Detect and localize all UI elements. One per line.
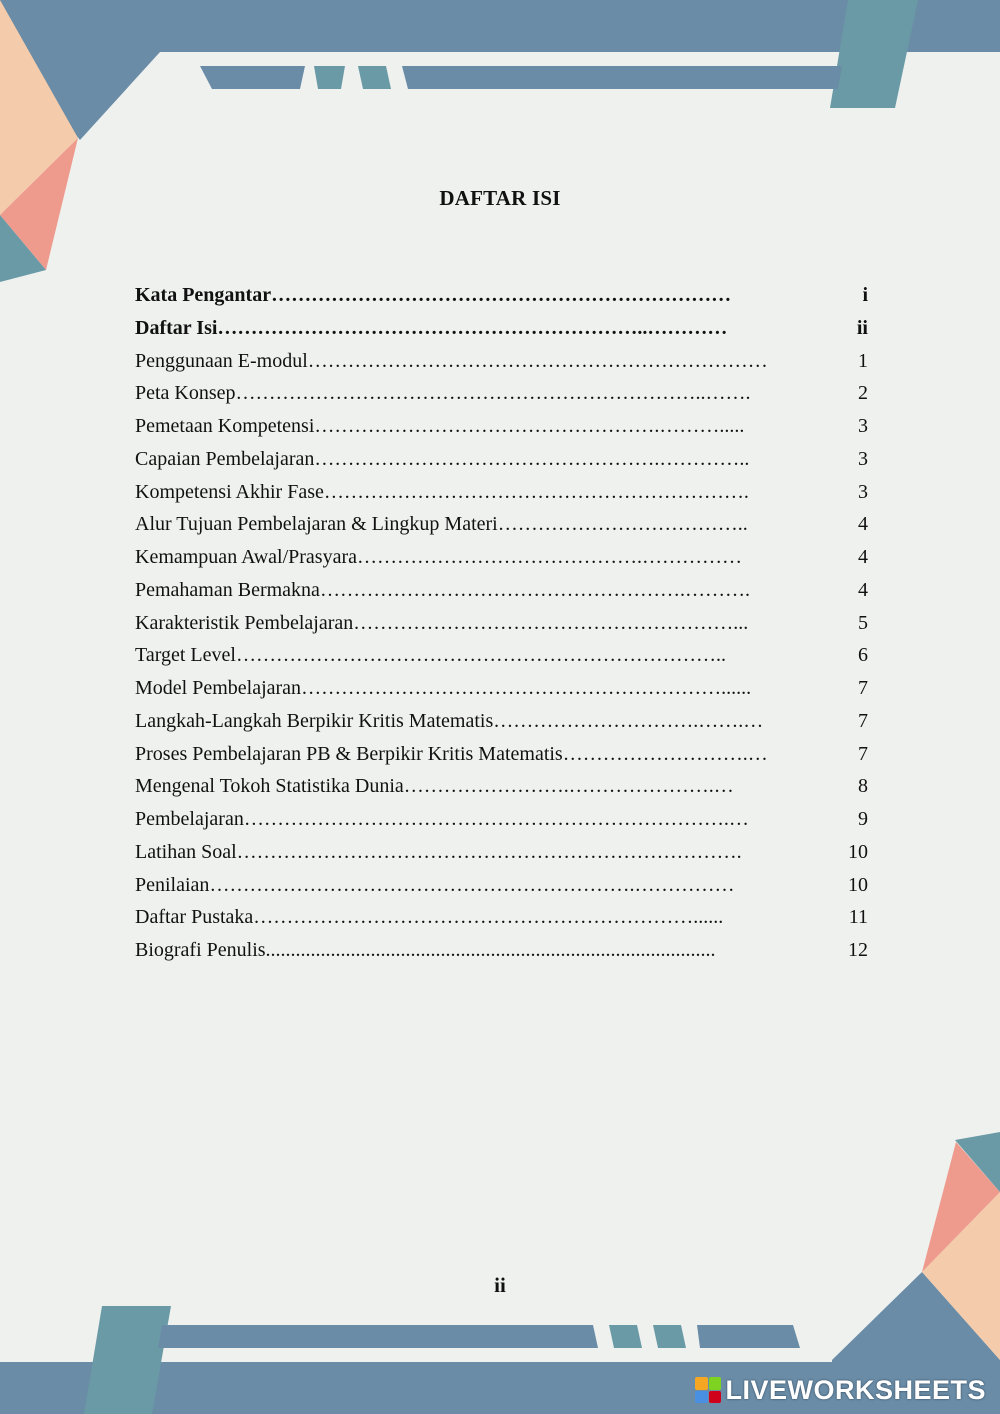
toc-entry-page-number: 5 <box>858 611 868 634</box>
toc-entry[interactable] <box>135 347 868 380</box>
badge-letter-l <box>695 1377 708 1390</box>
toc-entry-leader-dots: ……………………………………………………………….… <box>243 808 749 830</box>
toc-entry[interactable] <box>135 641 868 674</box>
bottom-stripe-3 <box>653 1325 686 1348</box>
toc-entry-leader-dots: …………………………………………….………….. <box>314 447 750 470</box>
toc-line <box>135 936 868 964</box>
toc-entry[interactable] <box>135 478 868 511</box>
toc-entry-leader-dots: ……………………………………………….………. <box>319 578 750 601</box>
toc-line <box>135 379 868 407</box>
toc-line <box>135 543 868 571</box>
toc-entry-label: Biografi Penulis <box>135 939 266 961</box>
toc-entry[interactable] <box>135 740 868 773</box>
page-number: ii <box>494 1273 506 1297</box>
toc-entry-leader-dots: …………………………………………………………… <box>307 349 768 372</box>
top-stripe-1 <box>200 66 305 89</box>
toc-entry-leader-dots: ……………………….… <box>562 742 768 765</box>
toc-entry-page-number: 10 <box>848 840 868 863</box>
toc-entry[interactable] <box>135 543 868 576</box>
toc-entry-page-number: 4 <box>858 578 868 601</box>
toc-entry-label: Kompetensi Akhir Fase <box>135 480 324 503</box>
toc-entry-leader-dots: ………………………………………………………...... <box>301 677 752 699</box>
table-of-contents <box>135 281 868 969</box>
toc-entry[interactable] <box>135 707 868 740</box>
toc-entry-page-number: 6 <box>858 644 868 667</box>
toc-entry[interactable] <box>135 772 868 805</box>
toc-entry[interactable] <box>135 674 868 707</box>
toc-entry-label: Mengenal Tokoh Statistika Dunia <box>135 775 404 798</box>
toc-line <box>135 838 868 866</box>
toc-entry-label: Proses Pembelajaran PB & Berpikir Kritis Matematis <box>135 742 563 765</box>
toc-entry[interactable] <box>135 510 868 543</box>
toc-entry-leader-dots: ………………………………………………………..………… <box>217 316 728 339</box>
toc-entry[interactable] <box>135 445 868 478</box>
toc-entry-page-number: 12 <box>848 939 868 961</box>
toc-entry-leader-dots: …………………………………………….………..... <box>314 415 745 437</box>
top-stripe-2 <box>314 66 345 89</box>
bottom-stripe-1 <box>158 1325 598 1348</box>
toc-entry-page-number: 3 <box>858 415 868 437</box>
toc-entry-page-number: 7 <box>858 742 868 765</box>
toc-entry-label: Kemampuan Awal/Prasyara <box>135 546 357 568</box>
toc-entry[interactable] <box>135 871 868 904</box>
top-stripe-3 <box>358 66 391 89</box>
toc-line <box>135 412 868 440</box>
toc-line <box>135 510 868 538</box>
liveworksheets-badge-icon <box>695 1377 721 1403</box>
toc-entry-label: Pemetaan Kompetensi <box>135 415 315 437</box>
toc-entry-leader-dots: ……………………………….. <box>497 513 748 536</box>
toc-entry-label: Latihan Soal <box>135 840 237 863</box>
toc-entry-label: Alur Tujuan Pembelajaran & Lingkup Materi <box>135 513 498 536</box>
toc-entry[interactable] <box>135 903 868 936</box>
toc-entry-label: Penilaian <box>135 873 210 896</box>
toc-entry-page-number: 7 <box>858 709 868 732</box>
toc-entry-leader-dots: …………………………………………………... <box>353 611 749 634</box>
toc-entry-label: Penggunaan E-modul <box>135 349 308 372</box>
toc-entry-page-number: 4 <box>858 513 868 536</box>
toc-entry-label: Langkah-Langkah Berpikir Kritis Matematis <box>135 709 494 732</box>
toc-entry-page-number: 11 <box>848 906 868 929</box>
toc-entry-page-number: 7 <box>858 677 868 699</box>
toc-entry-page-number: 3 <box>858 447 868 470</box>
toc-line <box>135 707 868 735</box>
toc-line <box>135 478 868 506</box>
toc-line <box>135 903 868 931</box>
toc-entry-page-number: 3 <box>858 480 868 503</box>
toc-entry[interactable] <box>135 936 868 969</box>
toc-line <box>135 871 868 899</box>
toc-entry-page-number: 2 <box>858 382 868 405</box>
toc-entry-label: Pemahaman Bermakna <box>135 578 320 601</box>
toc-entry[interactable] <box>135 576 868 609</box>
toc-entry-leader-dots: ……………………………………………………….…………… <box>209 873 735 896</box>
toc-entry-label: Model Pembelajaran <box>135 677 302 699</box>
toc-entry-page-number: 8 <box>858 775 868 798</box>
toc-line <box>135 281 868 309</box>
toc-entry-leader-dots: …………………………………………………………… <box>271 284 732 306</box>
toc-entry-page-number: i <box>862 284 868 306</box>
liveworksheets-wordmark: LIVEWORKSHEETS <box>725 1374 986 1405</box>
toc-entry-label: Daftar Isi <box>135 316 218 339</box>
toc-entry-page-number: 4 <box>858 546 868 568</box>
toc-line <box>135 314 868 342</box>
toc-line <box>135 445 868 473</box>
toc-entry-leader-dots: …………………………………………………………………. <box>236 840 742 863</box>
toc-line <box>135 609 868 637</box>
toc-line <box>135 772 868 800</box>
toc-entry-label: Karakteristik Pembelajaran <box>135 611 354 634</box>
toc-entry-leader-dots: …………………………………….…………… <box>356 546 742 568</box>
liveworksheets-logo[interactable] <box>695 1374 986 1406</box>
toc-entry-label: Daftar Pustaka <box>135 906 254 929</box>
toc-entry[interactable] <box>135 838 868 871</box>
toc-entry-leader-dots: ……………………………………………………………….. <box>235 644 726 667</box>
badge-letter-v <box>695 1391 708 1404</box>
toc-entry-leader-dots: .......................................................................................... <box>265 939 716 961</box>
badge-letter-i <box>709 1377 722 1390</box>
toc-entry-leader-dots: ……………………………………………………………..……. <box>235 382 751 405</box>
toc-entry-page-number: 9 <box>858 808 868 830</box>
bottom-stripe-4 <box>697 1325 800 1348</box>
toc-entry-leader-dots: …………………….………………….… <box>403 775 734 798</box>
bottom-stripe-2 <box>609 1325 642 1348</box>
toc-entry-page-number: 10 <box>848 873 868 896</box>
toc-entry-page-number: 1 <box>858 349 868 372</box>
toc-entry-label: Pembelajaran <box>135 808 244 830</box>
badge-letter-e <box>709 1391 722 1404</box>
toc-entry[interactable] <box>135 314 868 347</box>
toc-entry[interactable] <box>135 609 868 642</box>
toc-line <box>135 740 868 768</box>
toc-entry-page-number: ii <box>856 316 868 339</box>
toc-line <box>135 641 868 669</box>
toc-entry[interactable] <box>135 379 868 412</box>
toc-line <box>135 347 868 375</box>
toc-entry-label: Peta Konsep <box>135 382 236 405</box>
toc-entry-leader-dots: ………………………….…….… <box>493 709 764 732</box>
toc-line <box>135 576 868 604</box>
toc-entry-leader-dots: ………………………………………………………. <box>323 480 749 503</box>
toc-entry-label: Capaian Pembelajaran <box>135 447 315 470</box>
toc-entry[interactable] <box>135 412 868 445</box>
toc-entry-label: Kata Pengantar <box>135 284 272 306</box>
top-stripe-4 <box>402 66 842 89</box>
toc-entry[interactable] <box>135 805 868 838</box>
toc-line <box>135 805 868 833</box>
page-title: DAFTAR ISI <box>439 186 561 210</box>
toc-entry[interactable] <box>135 281 868 314</box>
toc-entry-leader-dots: …………………………………………………………...... <box>253 906 724 929</box>
toc-line <box>135 674 868 702</box>
toc-entry-label: Target Level <box>135 644 236 667</box>
